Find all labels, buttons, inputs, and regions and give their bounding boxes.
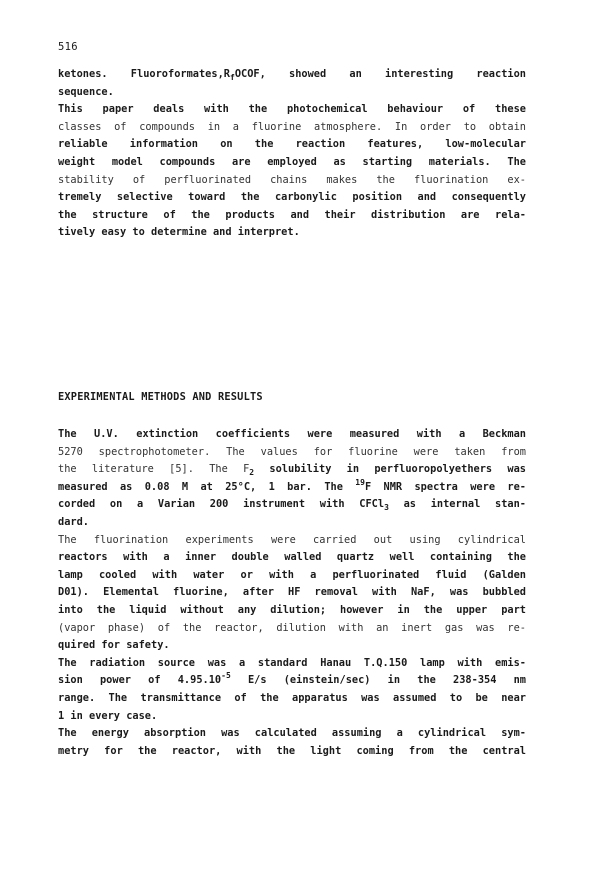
text-line: quired for safety. bbox=[58, 639, 170, 652]
text-line: sequence. bbox=[58, 85, 114, 98]
text-line: into the liquid without any dilution; however in the upper part bbox=[58, 603, 526, 616]
text-line: 1 in every case. bbox=[58, 709, 158, 722]
text-line: classes of compounds in a fluorine atmosphere. In order to obtain bbox=[58, 120, 526, 133]
intro-paragraph bbox=[58, 66, 526, 242]
text-line: reliable information on the reaction features, low-molecular bbox=[58, 138, 526, 151]
text-line: the structure of the products and their distribution are rela- bbox=[58, 208, 526, 221]
text-line: This paper deals with the photochemical behaviour of these bbox=[58, 103, 526, 116]
text-line: tremely selective toward the carbonylic position and consequently bbox=[58, 191, 526, 204]
section-heading: EXPERIMENTAL METHODS AND RESULTS bbox=[58, 391, 263, 403]
text-line: dard. bbox=[58, 515, 89, 528]
text-line: range. The transmittance of the apparatus was assumed to be near bbox=[58, 691, 526, 704]
text-line: reactors with a inner double walled quartz well containing the bbox=[58, 551, 526, 564]
text-line: 5270 spectrophotometer. The values for fluorine were taken from bbox=[58, 445, 526, 458]
text-line: weight model compounds are employed as starting materials. The bbox=[58, 155, 526, 168]
text-line: D01). Elemental fluorine, after HF removal with NaF, was bubbled bbox=[58, 586, 526, 599]
text-line: stability of perfluorinated chains makes the fluorination ex- bbox=[58, 173, 526, 186]
text-line: The fluorination experiments were carried out using cylindrical bbox=[58, 533, 526, 546]
text-line: measured as 0.08 M at 25°C, 1 bar. The $^{19}$F NMR spectra were re- bbox=[58, 477, 526, 493]
text-line: The U.V. extinction coefficients were measured with a Beckman bbox=[58, 428, 526, 440]
experimental-paragraph bbox=[58, 426, 526, 760]
text-line: tively easy to determine and interpret. bbox=[58, 226, 300, 239]
page-number: 516 bbox=[58, 41, 78, 53]
text-line: corded on a Varian 200 instrument with CFCl$_3$ as internal stan- bbox=[58, 498, 526, 513]
text-line: The energy absorption was calculated assuming a cylindrical sym- bbox=[58, 727, 526, 740]
text-line: sion power of $4.95.10^{-5}$ E/s (einstein/sec) in the 238-354 nm bbox=[58, 671, 527, 687]
text-line: metry for the reactor, with the light coming from the central bbox=[58, 744, 526, 757]
text-line: lamp cooled with water or with a perfluorinated fluid (Galden bbox=[58, 568, 526, 581]
text-line: The radiation source was a standard Hanau T.Q.150 lamp with emis- bbox=[58, 656, 526, 669]
text-line: ketones. $Fluoroformates,R_fOCOF$, showed an interesting reaction bbox=[58, 68, 526, 82]
text-line: the literature [5]. The $F_2$ solubility in perfluoropolyethers was bbox=[58, 463, 527, 478]
text-line: (vapor phase) of the reactor, dilution with an inert gas was re- bbox=[58, 621, 526, 634]
